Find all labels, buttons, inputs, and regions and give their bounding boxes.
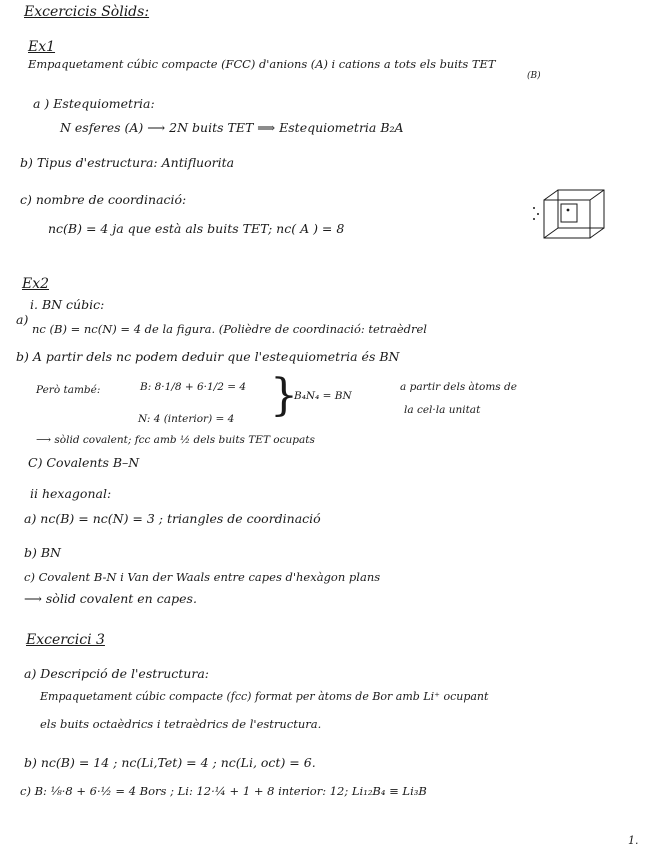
ex1-c-label: c) nombre de coordinació: — [20, 192, 187, 207]
ex2-a-mark: a) — [16, 312, 29, 327]
ex1-a-line: N esferes (A) ⟶ 2N buits TET ⟹ Estequiometria B₂A — [60, 120, 404, 135]
ex2-b-also: Però també: — [36, 384, 101, 396]
ex2-ii-conclusion: ⟶ sòlid covalent en capes. — [24, 591, 197, 606]
ex1-b-line: b) Tipus d'estructura: Antifluorita — [20, 155, 235, 170]
page-number: 1. — [628, 834, 639, 847]
ex2-heading: Ex2 — [22, 276, 50, 292]
ex1-statement-sub: (B) — [527, 71, 541, 81]
ex2-ii-line: ii hexagonal: — [30, 486, 112, 501]
ex2-b-calc-b: B: 8·1/8 + 6·1/2 = 4 — [140, 381, 247, 393]
ex2-ii-c: c) Covalent B-N i Van der Waals entre capes d'hexàgon plans — [24, 570, 381, 584]
ex1-heading: Ex1 — [28, 39, 56, 55]
ex2-a-line: nc (B) = nc(N) = 4 de la figura. (Polièdre de coordinació: tetraèdrel — [32, 322, 427, 336]
ex1-statement: Empaquetament cúbic compacte (FCC) d'anions (A) i cations a tots els buits TET — [28, 57, 496, 71]
ex3-c-line: c) B: ⅛·8 + 6·½ = 4 Bors ; Li: 12·¼ + 1 + 8 interior: 12; Li₁₂B₄ ≡ Li₃B — [20, 784, 427, 798]
ex2-b-conclusion: ⟶ sòlid covalent; fcc amb ½ dels buits TET ocupats — [36, 434, 315, 446]
ex3-a-line-2: els buits octaèdrics i tetraèdrics de l'estructura. — [40, 717, 322, 731]
ex2-ii-b: b) BN — [24, 545, 61, 560]
ex3-b-line: b) nc(B) = 14 ; nc(Li,Tet) = 4 ; nc(Li, oct) = 6. — [24, 755, 316, 770]
ex2-ii-a: a) nc(B) = nc(N) = 3 ; triangles de coordinació — [24, 511, 321, 526]
ex2-b-calc-n: N: 4 (interior) = 4 — [138, 413, 235, 425]
ex2-c-line: C) Covalents B–N — [28, 455, 140, 470]
cube-sketch — [528, 186, 612, 242]
ex1-a-label: a ) Estequiometria: — [33, 96, 155, 111]
ex2-i-line: i. BN cúbic: — [30, 297, 105, 312]
ex1-c-line: nc(B) = 4 ja que està als buits TET; nc( A ) = 8 — [48, 221, 345, 236]
curly-brace: } — [270, 370, 298, 421]
page-title: Excercicis Sòlids: — [24, 4, 150, 20]
ex2-b-note-1: a partir dels àtoms de — [400, 381, 517, 393]
ex3-heading: Excercici 3 — [26, 632, 105, 648]
ex2-b-formula: B₄N₄ = BN — [294, 390, 352, 402]
ex2-b-note-2: la cel·la unitat — [404, 404, 481, 416]
ex2-b-line: b) A partir dels nc podem deduir que l'estequiometria és BN — [16, 349, 400, 364]
ex3-a-label: a) Descripció de l'estructura: — [24, 666, 209, 681]
ex3-a-line-1: Empaquetament cúbic compacte (fcc) format per àtoms de Bor amb Li⁺ ocupant — [40, 690, 489, 703]
